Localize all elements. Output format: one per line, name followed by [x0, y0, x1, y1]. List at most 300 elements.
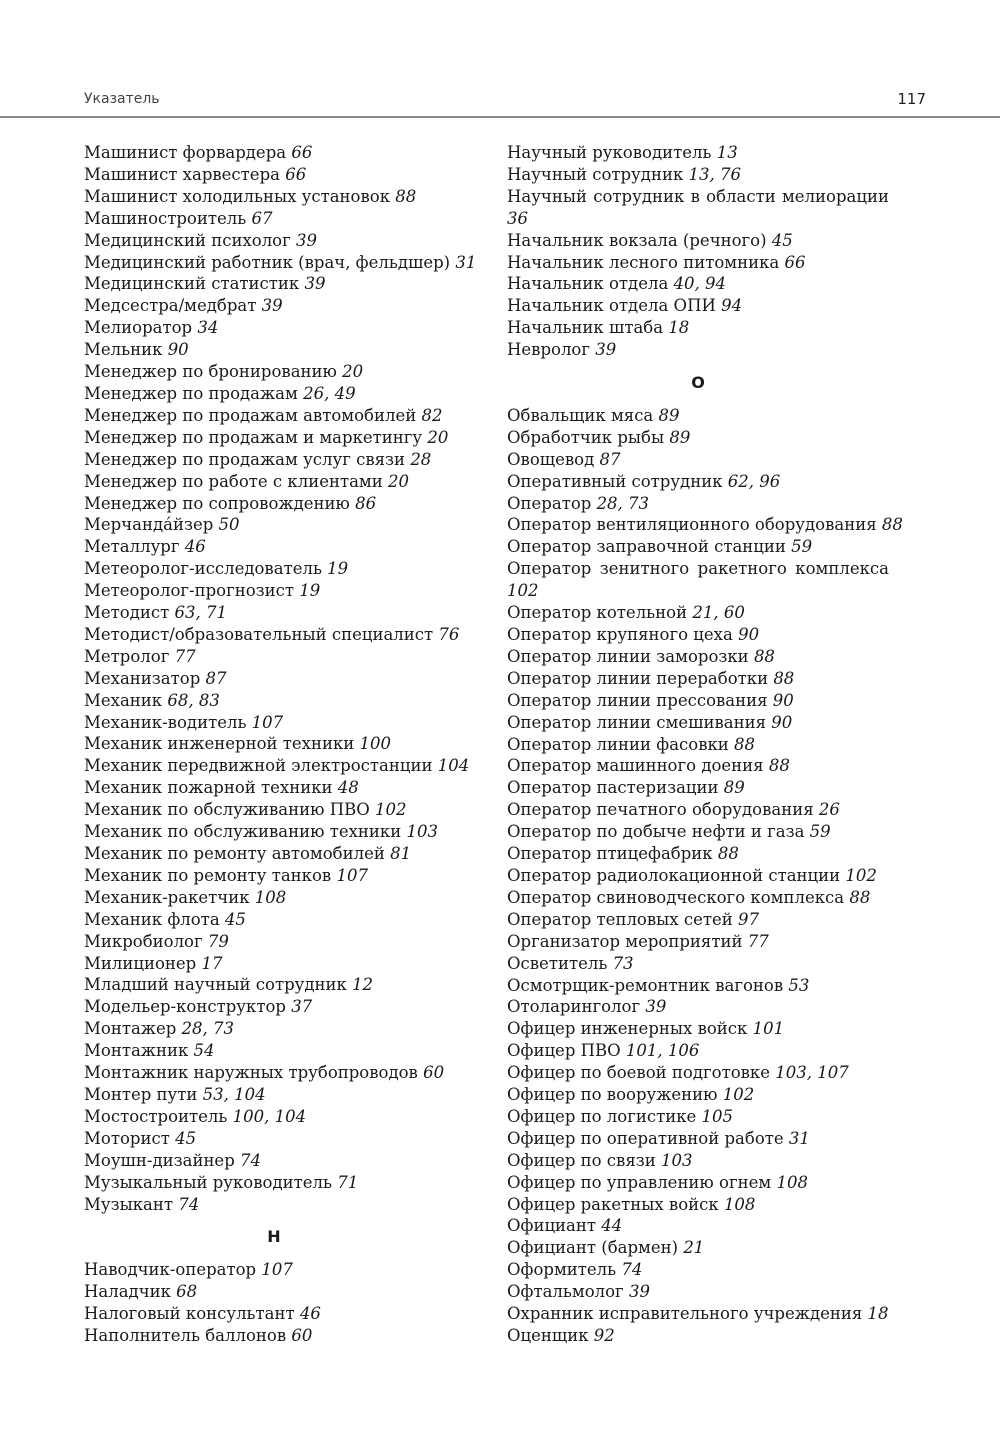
- entry-name: Моушн-дизайнер: [84, 1150, 241, 1170]
- index-entry: [84, 1281, 464, 1303]
- index-entry: [84, 1128, 464, 1150]
- entry-name: Машиностроитель: [84, 208, 252, 228]
- index-entry: [507, 1040, 889, 1062]
- entry-pages: 102: [375, 800, 407, 820]
- index-entry: [507, 690, 889, 712]
- entry-name: Менеджер по продажам услуг связи: [84, 449, 411, 469]
- entry-name: Механизатор: [84, 668, 206, 688]
- index-entry: [84, 208, 464, 230]
- entry-name: Механик по обслуживанию ПВО: [84, 800, 376, 820]
- index-entry: [84, 865, 464, 887]
- entry-pages: 13, 76: [688, 164, 741, 184]
- entry-pages: 28, 73: [181, 1019, 235, 1039]
- entry-name: Официант (бармен): [507, 1238, 684, 1258]
- entry-name: Налоговый консультант: [84, 1304, 300, 1324]
- entry-name: Менеджер по продажам автомобилей: [84, 405, 422, 425]
- entry-pages: 66: [285, 164, 307, 184]
- section-letter: Н: [267, 1227, 281, 1247]
- entry-pages: 81: [390, 844, 412, 863]
- index-entry: [507, 427, 889, 449]
- entry-name: Медицинский работник (врач, фельдшер): [84, 252, 456, 272]
- entry-name: Медсестра/медбрат: [84, 296, 262, 316]
- entry-name: Начальник штаба: [507, 318, 669, 338]
- entry-name: Оператор заправочной станции: [507, 537, 792, 557]
- index-entry: [507, 317, 889, 339]
- index-entry: [507, 909, 889, 931]
- index-entry: [507, 1259, 889, 1281]
- entry-name: Монтер пути: [84, 1084, 203, 1104]
- entry-name: Организатор мероприятий: [507, 931, 748, 951]
- index-entry: [84, 1303, 464, 1325]
- index-entry: [507, 1084, 889, 1106]
- index-entry: [507, 624, 889, 646]
- entry-name: Менеджер по сопровождению: [84, 493, 356, 513]
- index-entry: [507, 843, 889, 865]
- entry-pages: 90: [738, 625, 760, 645]
- index-entry: [507, 1128, 889, 1150]
- entry-pages: 31: [455, 252, 477, 272]
- entry-pages: 101, 106: [625, 1041, 700, 1061]
- index-entry: [84, 427, 464, 449]
- entry-pages: 88: [768, 756, 790, 776]
- entry-pages: 19: [299, 581, 321, 601]
- entry-pages: 39: [628, 1282, 650, 1302]
- index-entry: [507, 1150, 889, 1172]
- index-entry: [84, 493, 464, 515]
- entry-pages: 88: [395, 186, 417, 206]
- index-entry: [507, 602, 889, 624]
- entry-name: Моторист: [84, 1128, 176, 1148]
- entry-pages: 107: [251, 712, 284, 732]
- entry-name: Механик флота: [84, 909, 225, 929]
- entry-name: Официант: [507, 1216, 602, 1236]
- entry-pages: 100: [359, 734, 392, 754]
- entry-pages: 48: [337, 778, 359, 798]
- entry-pages: 20: [427, 427, 449, 447]
- index-entry: [507, 1062, 889, 1084]
- entry-pages: 13: [716, 143, 738, 162]
- entry-name: Модельер-конструктор: [84, 997, 292, 1017]
- entry-pages: 53: [788, 975, 810, 995]
- entry-pages: 107: [336, 865, 368, 885]
- index-entry: [507, 449, 889, 471]
- index-entry: [84, 624, 464, 646]
- index-entry: [84, 690, 464, 712]
- entry-pages: 60: [423, 1063, 445, 1083]
- entry-pages: 108: [254, 887, 287, 907]
- entry-pages: 26: [818, 800, 840, 820]
- index-entry: [507, 953, 889, 975]
- entry-name: Оперативный сотрудник: [507, 471, 728, 491]
- entry-name: Механик-ракетчик: [84, 887, 255, 907]
- index-entry: [84, 1259, 464, 1281]
- entry-name: Оператор линии фасовки: [507, 734, 735, 754]
- entry-name: Младший научный сотрудник: [84, 975, 353, 995]
- entry-name: Офицер по логистике: [507, 1106, 702, 1126]
- entry-pages: 59: [791, 537, 813, 557]
- index-entry: [507, 1303, 889, 1325]
- entry-pages: 54: [193, 1041, 215, 1061]
- index-entry: [507, 536, 889, 558]
- entry-name: Микробиолог: [84, 931, 208, 951]
- entry-pages: 12: [352, 975, 374, 995]
- index-entry: [507, 1215, 889, 1237]
- entry-pages: 39: [296, 230, 317, 250]
- index-entry: [84, 843, 464, 865]
- entry-pages: 53, 104: [202, 1084, 266, 1104]
- entry-pages: 77: [747, 931, 769, 951]
- entry-name: Метеоролог-исследователь: [84, 559, 328, 579]
- index-entry: [507, 668, 889, 690]
- entry-name: Обвальщик мяса: [507, 405, 659, 425]
- entry-pages: 39: [645, 997, 667, 1017]
- index-entry: [84, 471, 464, 493]
- index-entry: [84, 1194, 464, 1216]
- entry-name: Медицинский статистик: [84, 274, 305, 294]
- entry-pages: 45: [771, 230, 793, 250]
- index-entry: [84, 1150, 464, 1172]
- entry-pages: 60: [291, 1326, 313, 1346]
- entry-pages: 66: [784, 252, 806, 272]
- index-entry: [507, 777, 889, 799]
- index-entry: [84, 558, 464, 580]
- index-entry: [507, 1281, 889, 1303]
- entry-name: Начальник лесного питомника: [507, 252, 785, 272]
- entry-name: Металлург: [84, 537, 185, 557]
- entry-pages: 39: [595, 340, 617, 360]
- entry-name: Офицер по вооружению: [507, 1085, 723, 1105]
- entry-name: Машинист форвардера: [84, 143, 292, 162]
- index-entry: [84, 164, 464, 186]
- entry-pages: 103: [660, 1150, 693, 1170]
- index-entry: [84, 1325, 464, 1347]
- index-entry: [507, 755, 889, 777]
- entry-name: Научный сотрудник: [507, 164, 689, 184]
- index-entry: [84, 1172, 464, 1194]
- entry-name: Научный руководитель: [507, 143, 717, 162]
- entry-name: Оператор линии переработки: [507, 668, 774, 688]
- entry-name: Машинист харвестера: [84, 164, 286, 184]
- index-entry: [507, 514, 903, 536]
- entry-name: Механик по обслуживанию техники: [84, 822, 407, 842]
- index-entry: [507, 1018, 889, 1040]
- index-entry: [84, 383, 464, 405]
- entry-pages: 87: [599, 449, 621, 469]
- entry-name: Оператор свиноводческого комплекса: [507, 887, 850, 907]
- entry-pages: 92: [593, 1326, 615, 1346]
- entry-pages: 89: [669, 427, 691, 447]
- entry-name: Механик-водитель: [84, 712, 252, 732]
- entry-pages: 88: [717, 844, 739, 864]
- entry-name: Невролог: [507, 340, 596, 360]
- entry-name: Монтажник: [84, 1041, 194, 1061]
- entry-name: Медицинский психолог: [84, 230, 296, 250]
- entry-pages: 45: [175, 1128, 197, 1148]
- entry-pages: 28: [410, 449, 432, 469]
- index-entry: [507, 295, 889, 317]
- index-entry: [84, 339, 464, 361]
- entry-name: Метеоролог-прогнозист: [84, 581, 300, 601]
- entry-name: Оператор птицефабрик: [507, 844, 718, 864]
- entry-name: Наладчик: [84, 1282, 177, 1302]
- entry-pages: 104: [437, 756, 470, 776]
- section-letter: О: [691, 373, 705, 393]
- entry-pages: 108: [723, 1194, 756, 1214]
- entry-name: Музыкант: [84, 1194, 179, 1214]
- index-entry: [84, 536, 464, 558]
- entry-pages: 102: [507, 581, 539, 601]
- entry-pages: 26, 49: [303, 383, 356, 403]
- entry-name: Методист/образовательный специалист: [84, 624, 439, 644]
- index-entry: [507, 887, 889, 909]
- entry-pages: 108: [776, 1172, 808, 1192]
- entry-name: Оператор машинного доения: [507, 756, 769, 776]
- entry-pages: 68, 83: [167, 690, 220, 710]
- index-entry: [84, 755, 470, 777]
- entry-pages: 88: [881, 515, 903, 535]
- entry-pages: 73: [612, 953, 634, 973]
- index-entry: [84, 142, 464, 164]
- index-entry: [84, 799, 464, 821]
- entry-name: Офицер по оперативной работе: [507, 1128, 789, 1148]
- entry-name: Осмотрщик-ремонтник вагонов: [507, 975, 789, 995]
- index-entry: [84, 514, 464, 536]
- index-entry: [507, 471, 889, 493]
- index-entry: [84, 996, 464, 1018]
- entry-name: Монтажник наружных трубопроводов: [84, 1063, 424, 1083]
- index-entry: [84, 252, 477, 274]
- entry-name: Офицер по управлению огнем: [507, 1172, 777, 1192]
- index-entry: [507, 273, 889, 295]
- index-entry: [507, 996, 889, 1018]
- index-entry: [84, 777, 464, 799]
- running-head-title: Указатель: [84, 91, 160, 107]
- entry-name: Оператор пастеризации: [507, 778, 724, 798]
- index-column-left: [84, 142, 477, 1347]
- index-entry: [507, 975, 889, 997]
- entry-pages: 20: [388, 471, 409, 491]
- entry-pages: 46: [184, 537, 206, 557]
- entry-name: Менеджер по работе с клиентами: [84, 471, 388, 491]
- index-entry: [507, 164, 889, 186]
- entry-pages: 88: [734, 734, 756, 754]
- entry-name: Начальник вокзала (речного): [507, 230, 772, 250]
- index-entry: [84, 1084, 464, 1106]
- entry-pages: 45: [224, 909, 246, 929]
- index-entry: [507, 865, 889, 887]
- index-entry: [507, 1106, 889, 1128]
- entry-name: Оператор зенитного ракетного комплекса: [507, 559, 889, 579]
- entry-pages: 36: [507, 208, 528, 228]
- entry-pages: 18: [668, 318, 690, 338]
- entry-pages: 103, 107: [775, 1063, 849, 1083]
- entry-pages: 97: [737, 909, 759, 929]
- entry-name: Механик: [84, 690, 168, 710]
- entry-pages: 39: [304, 274, 326, 294]
- index-entry: [84, 273, 464, 295]
- entry-pages: 88: [753, 646, 775, 666]
- index-entry: [507, 252, 889, 274]
- entry-name: Офтальмолог: [507, 1282, 629, 1302]
- entry-name: Монтажер: [84, 1019, 182, 1039]
- index-entry: [507, 821, 889, 843]
- entry-pages: 39: [261, 296, 283, 316]
- entry-name: Милиционер: [84, 953, 202, 973]
- entry-pages: 31: [788, 1128, 810, 1148]
- entry-name: Музыкальный руководитель: [84, 1172, 338, 1192]
- index-entry: [84, 405, 464, 427]
- entry-name: Механик передвижной электростанции: [84, 756, 438, 776]
- index-entry: [507, 142, 889, 164]
- header-divider: [0, 116, 1000, 118]
- entry-pages: 34: [197, 318, 219, 338]
- index-entry: [84, 646, 464, 668]
- index-entry: [84, 295, 464, 317]
- entry-name: Механик инженерной техники: [84, 734, 360, 754]
- entry-pages: 103: [406, 822, 438, 842]
- entry-name: Менеджер по продажам и маркетингу: [84, 427, 428, 447]
- entry-name: Начальник отдела: [507, 274, 674, 294]
- index-entry: [84, 909, 464, 931]
- index-entry: [507, 405, 889, 427]
- entry-name: Овощевод: [507, 449, 600, 469]
- entry-name: Офицер по боевой подготовке: [507, 1063, 776, 1083]
- index-entry: [84, 449, 464, 471]
- entry-pages: 82: [421, 405, 443, 425]
- entry-pages: 100, 104: [232, 1106, 307, 1126]
- entry-name: Отоларинголог: [507, 997, 646, 1017]
- entry-pages: 90: [167, 340, 189, 360]
- entry-name: Менеджер по бронированию: [84, 362, 343, 382]
- entry-pages: 89: [658, 405, 680, 425]
- entry-name: Оценщик: [507, 1326, 594, 1346]
- entry-name: Офицер ракетных войск: [507, 1194, 724, 1214]
- entry-name: Оператор по добыче нефти и газа: [507, 822, 810, 842]
- entry-pages: 19: [327, 559, 349, 579]
- index-entry: [507, 493, 889, 515]
- index-entry: [84, 317, 464, 339]
- index-entry: [507, 339, 889, 361]
- entry-pages: 63, 71: [174, 603, 227, 623]
- entry-pages: 74: [240, 1150, 262, 1170]
- index-entry: [507, 1325, 889, 1347]
- entry-name: Наводчик-оператор: [84, 1260, 262, 1280]
- entry-pages: 88: [849, 887, 871, 907]
- entry-pages: 50: [218, 515, 240, 535]
- entry-pages: 37: [291, 997, 313, 1017]
- entry-name: Оператор крупяного цеха: [507, 625, 739, 645]
- index-entry: [84, 1062, 464, 1084]
- index-entry: [84, 668, 464, 690]
- index-column-right: [507, 142, 903, 1347]
- entry-pages: 79: [207, 931, 229, 951]
- entry-name: Оператор: [507, 493, 597, 513]
- entry-name: Научный сотрудник в области мелиорации: [507, 186, 889, 206]
- entry-pages: 90: [771, 712, 793, 732]
- entry-pages: 87: [205, 668, 227, 688]
- entry-name: Мерчанда́йзер: [84, 515, 219, 535]
- index-entry: [84, 712, 464, 734]
- index-entry: [84, 931, 464, 953]
- entry-pages: 18: [867, 1304, 889, 1324]
- entry-name: Оператор тепловых сетей: [507, 909, 738, 929]
- entry-name: Механик пожарной техники: [84, 778, 338, 798]
- entry-pages: 68: [176, 1282, 198, 1302]
- entry-name: Оператор линии прессования: [507, 690, 773, 710]
- index-entry: [507, 230, 889, 252]
- entry-pages: 21: [683, 1238, 705, 1258]
- entry-pages: 94: [721, 296, 743, 316]
- entry-pages: 67: [251, 208, 273, 228]
- index-entry: [507, 1172, 889, 1194]
- index-entry: [84, 361, 464, 383]
- index-entry: [84, 821, 464, 843]
- entry-name: Оператор радиолокационной станции: [507, 865, 846, 885]
- entry-name: Машинист холодильных установок: [84, 186, 396, 206]
- index-entry: [507, 1194, 889, 1216]
- entry-name: Механик по ремонту танков: [84, 865, 337, 885]
- entry-name: Оператор линии смешивания: [507, 712, 772, 732]
- entry-name: Мостостроитель: [84, 1106, 233, 1126]
- entry-pages: 74: [621, 1260, 643, 1280]
- page-number: 117: [897, 90, 926, 108]
- index-entry: [507, 646, 889, 668]
- entry-pages: 62, 96: [727, 471, 781, 491]
- entry-name: Механик по ремонту автомобилей: [84, 844, 391, 863]
- entry-name: Менеджер по продажам: [84, 383, 304, 403]
- entry-pages: 21, 60: [692, 603, 745, 623]
- entry-name: Оператор линии заморозки: [507, 646, 754, 666]
- entry-name: Метролог: [84, 646, 175, 666]
- entry-pages: 107: [261, 1260, 293, 1280]
- entry-name: Офицер по связи: [507, 1150, 661, 1170]
- entry-name: Офицер инженерных войск: [507, 1019, 753, 1039]
- index-entry: [84, 1040, 464, 1062]
- entry-pages: 17: [201, 953, 223, 973]
- index-entry: [84, 733, 464, 755]
- entry-pages: 102: [845, 865, 877, 885]
- page-header: [0, 0, 1000, 118]
- entry-pages: 44: [601, 1216, 623, 1236]
- entry-name: Оператор печатного оборудования: [507, 800, 819, 820]
- entry-name: Осветитель: [507, 953, 613, 973]
- entry-name: Наполнитель баллонов: [84, 1326, 292, 1346]
- entry-name: Начальник отдела ОПИ: [507, 296, 722, 316]
- entry-pages: 66: [291, 143, 313, 162]
- entry-name: Обработчик рыбы: [507, 427, 670, 447]
- index-entry: [84, 230, 464, 252]
- index-entry: [507, 712, 889, 734]
- entry-pages: 71: [337, 1172, 359, 1192]
- index-entry: [84, 887, 464, 909]
- index-entry: [507, 799, 889, 821]
- entry-name: Мельник: [84, 340, 168, 360]
- entry-name: Оформитель: [507, 1260, 622, 1280]
- index-entry: [507, 734, 889, 756]
- entry-pages: 77: [174, 646, 196, 666]
- entry-pages: 105: [701, 1106, 734, 1126]
- index-entry: [84, 953, 464, 975]
- index-entry: [507, 558, 889, 602]
- index-entry: [507, 931, 889, 953]
- entry-name: Оператор вентиляционного оборудования: [507, 515, 882, 535]
- index-entry: [84, 580, 464, 602]
- index-entry: [507, 1237, 889, 1259]
- entry-pages: 89: [723, 778, 745, 798]
- entry-pages: 86: [355, 493, 377, 513]
- entry-name: Методист: [84, 603, 175, 623]
- entry-name: Мелиоратор: [84, 318, 198, 338]
